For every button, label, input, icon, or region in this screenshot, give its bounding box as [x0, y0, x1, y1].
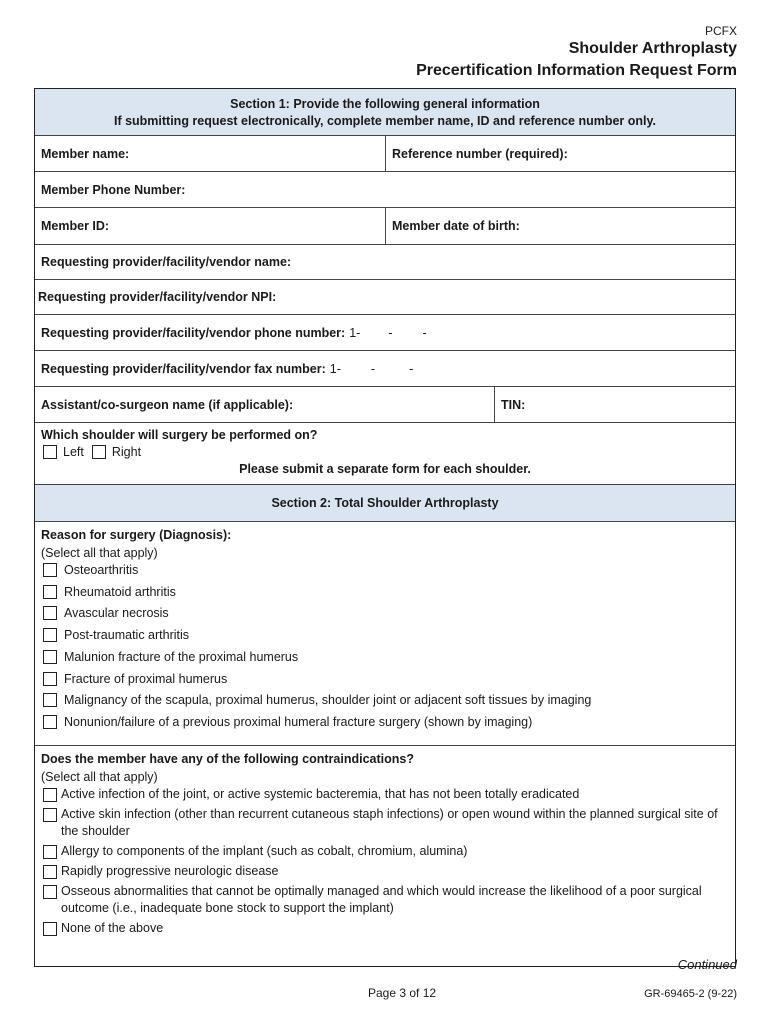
contraindication-checkbox[interactable] [43, 788, 57, 802]
contraindication-label: Rapidly progressive neurologic disease [61, 864, 279, 878]
reason-label: Reason for surgery (Diagnosis): [41, 528, 232, 542]
provider-npi-field[interactable]: Requesting provider/facility/vendor NPI: [38, 290, 277, 304]
reason-checkbox[interactable] [43, 628, 57, 642]
reference-number-field[interactable]: Reference number (required): [385, 136, 735, 171]
reason-select-all: (Select all that apply) [41, 546, 158, 560]
reason-checkbox[interactable] [43, 585, 57, 599]
row-member-name [35, 135, 735, 171]
phone-dash-1: - [388, 325, 393, 340]
page-number: Page 3 of 12 [368, 986, 437, 1000]
contraindication-option [41, 843, 729, 860]
row-provider-fax [35, 350, 735, 386]
contraindication-option [41, 786, 729, 803]
reason-option [41, 560, 729, 582]
reason-label: Avascular necrosis [64, 606, 169, 621]
reason-option [41, 625, 729, 647]
reason-checkbox[interactable] [43, 563, 57, 577]
contraindications-label: Does the member have any of the following contraindications? [41, 752, 414, 766]
form-code: PCFX [704, 24, 737, 38]
reason-checkbox[interactable] [43, 715, 57, 729]
contraindication-label: None of the above [61, 921, 164, 935]
contraindication-label: Active infection of the joint, or active systemic bacteremia, that has not been totally eradicated [61, 787, 580, 801]
section2-heading: Section 2: Total Shoulder Arthroplasty [271, 496, 499, 510]
left-label: Left [63, 445, 84, 459]
fax-dash-1: - [370, 361, 376, 376]
contraindications-block [35, 745, 735, 966]
form-subtitle: Precertification Information Request Form [416, 62, 737, 79]
section1-subheading: If submitting request electronically, complete member name, ID and reference number only. [113, 113, 657, 128]
reason-label: Rheumatoid arthritis [64, 584, 176, 599]
reason-checkbox[interactable] [43, 606, 57, 620]
contraindication-option [41, 863, 729, 880]
contraindication-label: Active skin infection (other than recurrent cutaneous staph infections) or open wound within the planned surgical site of the shoulder [61, 807, 718, 838]
precert-form [34, 88, 736, 967]
contraindication-checkbox[interactable] [43, 865, 57, 879]
row-which-shoulder [35, 422, 735, 484]
reason-label: Post-traumatic arthritis [64, 628, 190, 643]
reason-option [41, 669, 729, 691]
reason-option [41, 582, 729, 604]
row-provider-npi [35, 279, 735, 314]
row-provider-name [35, 244, 735, 279]
contraindication-option [41, 920, 729, 937]
member-id-field[interactable]: Member ID: [41, 219, 110, 233]
reason-label: Malunion fracture of the proximal humerus [64, 649, 299, 664]
reason-option [41, 647, 729, 669]
contraindication-checkbox[interactable] [43, 922, 57, 936]
right-label: Right [111, 445, 142, 459]
section1-heading: Section 1: Provide the following general information [230, 96, 540, 111]
contraindication-label: Allergy to components of the implant (such as cobalt, chromium, alumina) [61, 844, 468, 858]
contraindication-option [41, 806, 729, 840]
reason-option [41, 690, 729, 712]
contraindications-select-all: (Select all that apply) [41, 770, 158, 784]
phone-dash-2: - [422, 325, 427, 340]
member-name-field[interactable]: Member name: [41, 146, 130, 161]
reason-label: Fracture of proximal humerus [64, 671, 228, 686]
row-assistant [35, 386, 735, 422]
row-member-id [35, 207, 735, 244]
row-provider-phone [35, 314, 735, 350]
tin-field[interactable]: TIN: [494, 387, 735, 422]
reason-label: Malignancy of the scapula, proximal humerus, shoulder joint or adjacent soft tissues by imaging [64, 693, 592, 708]
section2-header [35, 484, 735, 521]
contraindication-label: Osseous abnormalities that cannot be optimally managed and which would increase the likelihood of a poor surgical outcome (i.e., inadequate bone stock to support the implant) [61, 884, 702, 915]
section1-header [35, 89, 735, 135]
reason-checkbox[interactable] [43, 650, 57, 664]
contraindication-checkbox[interactable] [43, 808, 57, 822]
reason-option [41, 603, 729, 625]
right-checkbox[interactable] [92, 445, 106, 459]
which-shoulder-question: Which shoulder will surgery be performed on? [41, 428, 318, 442]
left-checkbox[interactable] [43, 445, 57, 459]
separate-form-note: Please submit a separate form for each shoulder. [239, 462, 531, 476]
row-member-phone [35, 171, 735, 207]
provider-name-field[interactable]: Requesting provider/facility/vendor name: [41, 255, 292, 269]
reason-option [41, 712, 729, 734]
reason-checkbox[interactable] [43, 672, 57, 686]
contraindication-checkbox[interactable] [43, 845, 57, 859]
reason-checkbox[interactable] [43, 693, 57, 707]
form-number: GR-69465-2 (9-22) [644, 988, 737, 1000]
contraindication-options [41, 786, 729, 937]
form-title: Shoulder Arthroplasty [568, 40, 737, 57]
provider-fax-field[interactable] [35, 351, 735, 386]
contraindication-option [41, 883, 729, 917]
provider-phone-field[interactable] [35, 315, 735, 350]
provider-fax-prefix: 1- [329, 361, 341, 376]
contraindication-checkbox[interactable] [43, 885, 57, 899]
member-phone-field[interactable]: Member Phone Number: [41, 182, 186, 197]
provider-phone-prefix: 1- [349, 325, 361, 340]
assistant-field[interactable]: Assistant/co-surgeon name (if applicable): [41, 397, 294, 412]
reason-label: Nonunion/failure of a previous proximal humeral fracture surgery (shown by imaging) [64, 714, 533, 729]
shoulder-options [41, 445, 729, 459]
reason-options [41, 560, 729, 734]
continued-note: Continued [677, 957, 737, 972]
reason-block [35, 521, 735, 745]
provider-fax-label: Requesting provider/facility/vendor fax number: [41, 361, 326, 376]
member-dob-field[interactable]: Member date of birth: [385, 208, 735, 244]
provider-phone-label: Requesting provider/facility/vendor phone number: [41, 325, 346, 340]
reason-label: Osteoarthritis [64, 563, 139, 577]
fax-dash-2: - [409, 361, 414, 376]
